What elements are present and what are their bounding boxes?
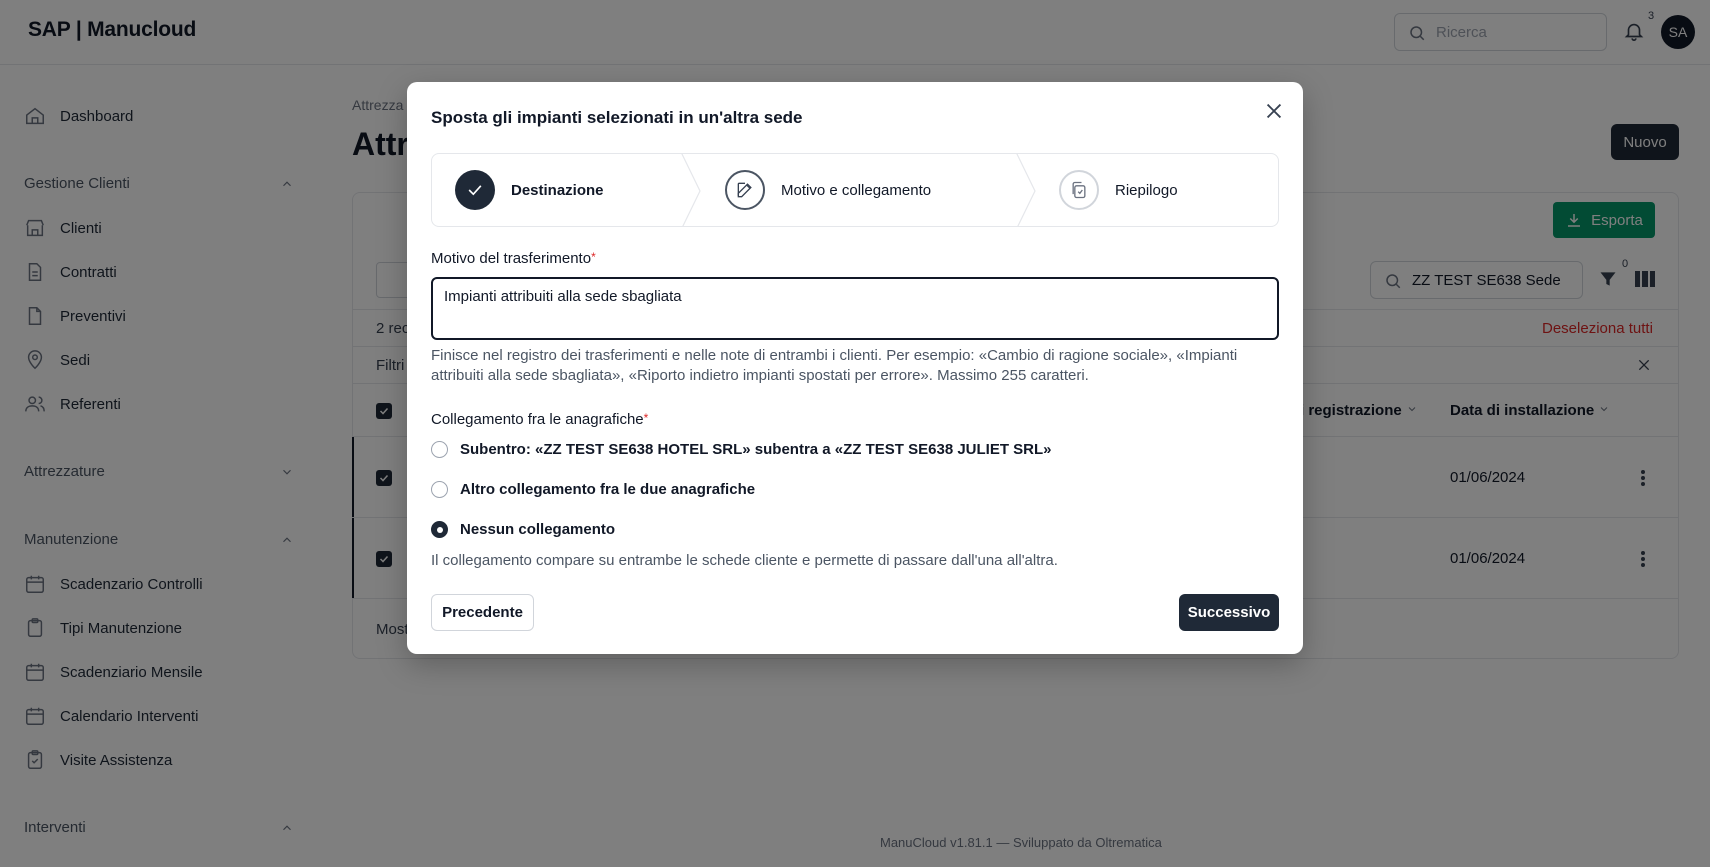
reason-help-text	[431, 346, 1279, 386]
reason-label-text: Motivo del trasferimento	[431, 250, 592, 267]
step-destinazione[interactable]	[455, 154, 604, 226]
step-separator	[680, 153, 702, 227]
step-status	[725, 170, 765, 210]
link-help-text: Il collegamento compare su entrambe le schede cliente e permette di passare dall'una all'altra.	[431, 552, 1058, 569]
required-mark: *	[591, 250, 596, 264]
reason-field-label	[431, 250, 596, 267]
radio-button[interactable]	[431, 481, 448, 498]
step-status	[455, 170, 495, 210]
link-option-altro[interactable]	[431, 481, 755, 498]
stepper	[431, 153, 1279, 227]
reason-help-line: Finisce nel registro dei trasferimenti e nelle note di entrambi i clienti. Per esempio: «Cambio di ragione sociale», «Impianti	[431, 347, 1238, 364]
link-label-text: Collegamento fra le anagrafiche	[431, 411, 644, 428]
step-status	[1059, 170, 1099, 210]
reason-textarea[interactable]	[431, 277, 1279, 340]
radio-button[interactable]	[431, 441, 448, 458]
link-field-label	[431, 411, 648, 428]
link-option-nessuno[interactable]	[431, 521, 615, 538]
radio-label: Altro collegamento fra le due anagrafiche	[460, 481, 756, 498]
step-label: Riepilogo	[1115, 181, 1178, 199]
modal-title: Sposta gli impianti selezionati in un'altra sede	[431, 108, 803, 127]
step-label: Destinazione	[511, 181, 604, 199]
close-icon[interactable]	[1263, 100, 1285, 122]
step-separator	[1015, 153, 1037, 227]
required-mark: *	[643, 411, 649, 425]
step-riepilogo[interactable]	[1059, 154, 1178, 226]
pencil-square-icon	[735, 180, 755, 200]
transfer-modal	[407, 82, 1303, 654]
radio-button[interactable]	[431, 521, 448, 538]
next-button[interactable]: Successivo	[1179, 594, 1279, 631]
check-icon	[465, 180, 485, 200]
reason-help-line: attribuiti alla sede sbagliata», «Riporto indietro impianti spostati per errore». Massimo 255 caratteri.	[431, 367, 1089, 384]
step-motivo-collegamento[interactable]	[725, 154, 931, 226]
step-label: Motivo e collegamento	[781, 181, 932, 199]
link-option-subentro[interactable]	[431, 441, 1052, 458]
clipboard-copy-icon	[1069, 180, 1089, 200]
radio-label: Nessun collegamento	[460, 521, 616, 538]
radio-label: Subentro: «ZZ TEST SE638 HOTEL SRL» subentra a «ZZ TEST SE638 JULIET SRL»	[460, 441, 1052, 458]
previous-button[interactable]: Precedente	[431, 594, 534, 631]
